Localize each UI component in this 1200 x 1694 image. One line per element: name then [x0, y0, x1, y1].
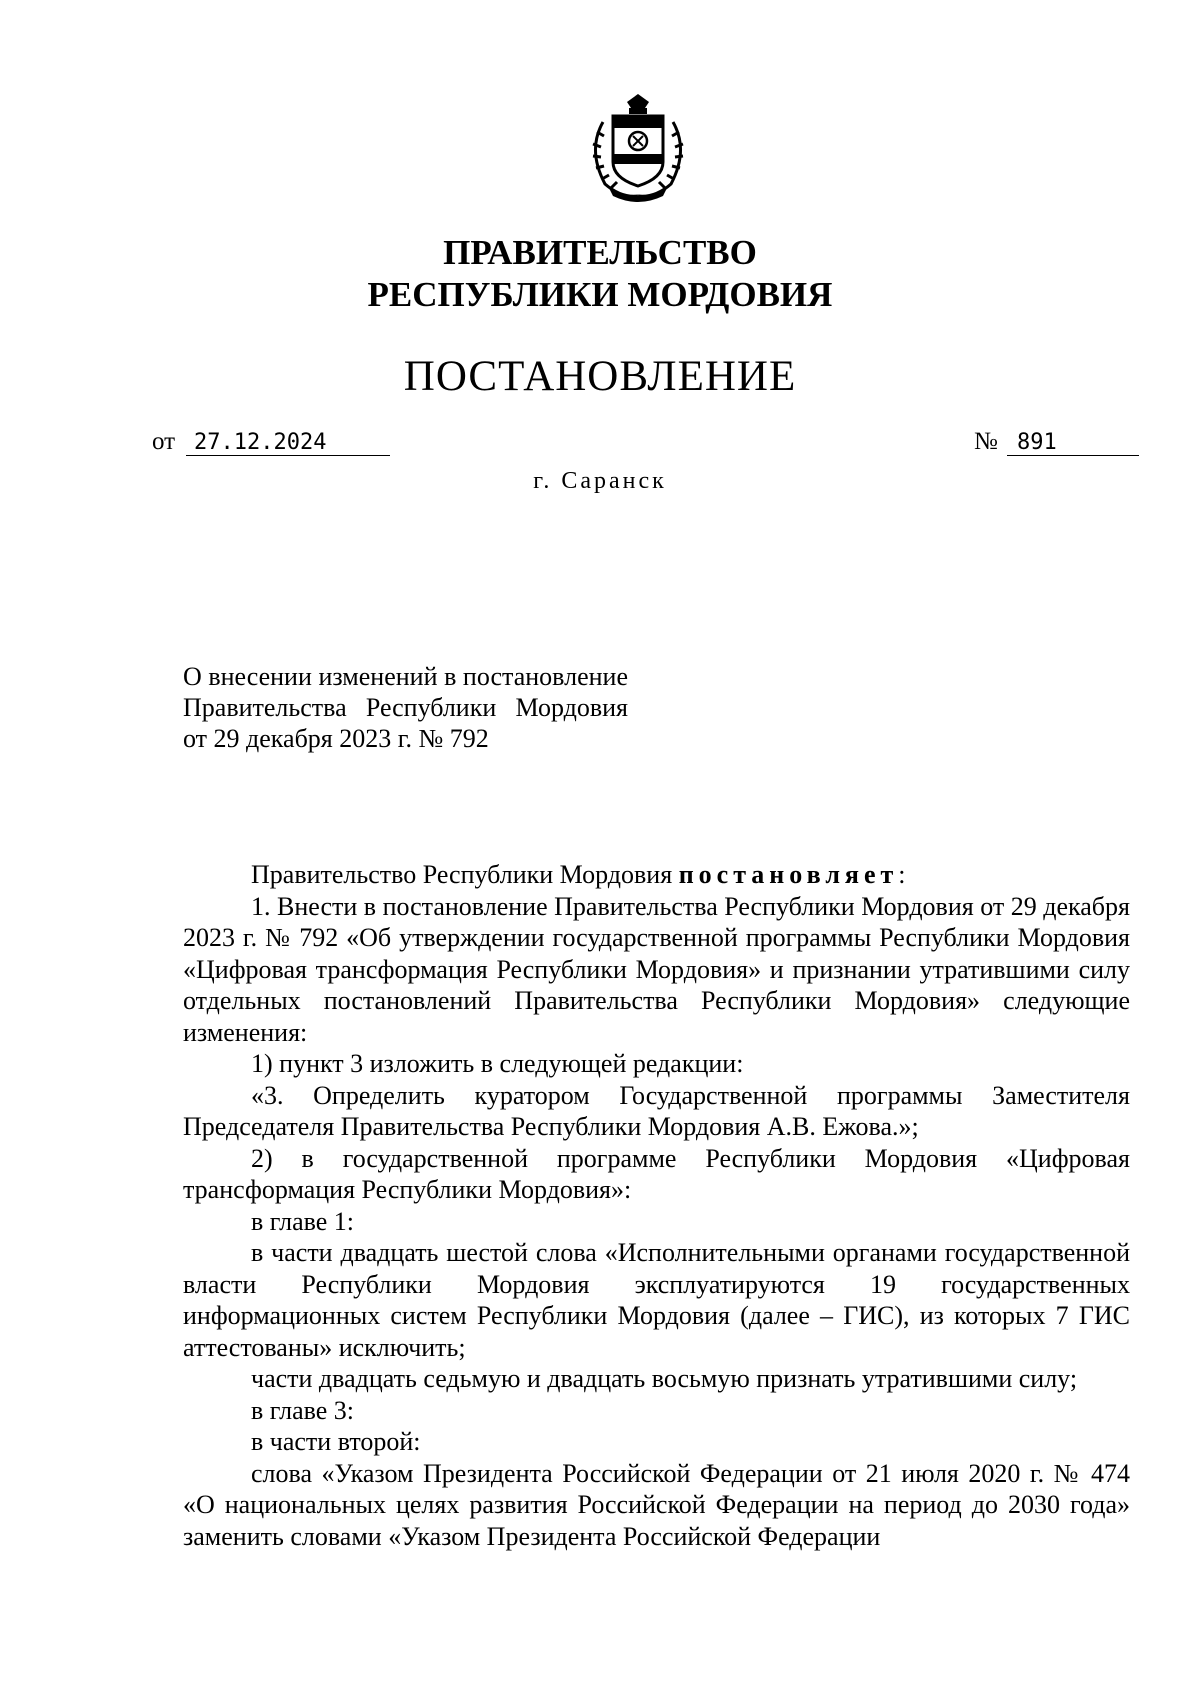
paragraph: 1) пункт 3 изложить в следующей редакции: — [251, 1049, 744, 1078]
document-type-title: ПОСТАНОВЛЕНИЕ — [403, 353, 797, 400]
paragraph: в главе 1: — [251, 1206, 355, 1236]
document-number: 891 — [1007, 430, 1139, 456]
city: г. Саранск — [533, 468, 667, 494]
paragraph: в части второй: — [251, 1427, 421, 1456]
preamble — [183, 859, 1130, 891]
org-line-1: ПРАВИТЕЛЬСТВО — [443, 233, 757, 272]
org-line-2: РЕСПУБЛИКИ МОРДОВИЯ — [367, 275, 833, 314]
document-subject: О внесении изменений в постановление Правительства Республики Мордовия от 29 декабря 2023 г. № 792 — [183, 662, 628, 753]
paragraph: «3. Определить куратором Государственной программы Заместителя Председателя Правительства Республики Мордовия А.В. Ежова.»; — [183, 1080, 1130, 1141]
paragraph: 2) в государственной программе Республики Мордовия «Цифровая трансформация Республики Мордовия»: — [183, 1143, 1130, 1204]
paragraph: в части двадцать шестой слова «Исполнительными органами государственной власти Республики Мордовия эксплуатируются 19 государственных информационных систем Республики Мордовия (далее – ГИС), из которых 7 ГИС аттестованы» исключить; — [183, 1238, 1130, 1362]
coat-of-arms-icon — [583, 92, 693, 204]
preamble-end: : — [898, 860, 906, 889]
preamble-text: Правительство Республики Мордовия — [251, 860, 679, 889]
paragraph: части двадцать седьмую и двадцать восьмую признать утратившими силу; — [251, 1364, 1078, 1393]
document-date: 27.12.2024 — [186, 430, 390, 456]
paragraph: 1. Внести в постановление Правительства Республики Мордовия от 29 декабря 2023 г. № 792 «Об утверждении государственной программы Республики Мордовия «Цифровая трансформация Республики Мордовия» и признании утратившими силу отдельных постановлений Правительства Республики Мордовия» следующие изменения: — [183, 891, 1130, 1047]
number-label: № — [974, 428, 998, 455]
date-number-row — [152, 424, 1132, 460]
issuing-authority — [0, 232, 1200, 316]
date-label: от — [152, 428, 176, 455]
paragraph: слова «Указом Президента Российской Федерации от 21 июля 2020 г. № 474 «О национальных целях развития Российской Федерации на период до 2030 года» заменить словами «Указом Президента Российской Федерации — [183, 1458, 1130, 1551]
paragraph: в главе 3: — [251, 1395, 355, 1425]
preamble-emphasis: постановляет — [678, 860, 899, 889]
document-body — [183, 859, 1130, 1552]
